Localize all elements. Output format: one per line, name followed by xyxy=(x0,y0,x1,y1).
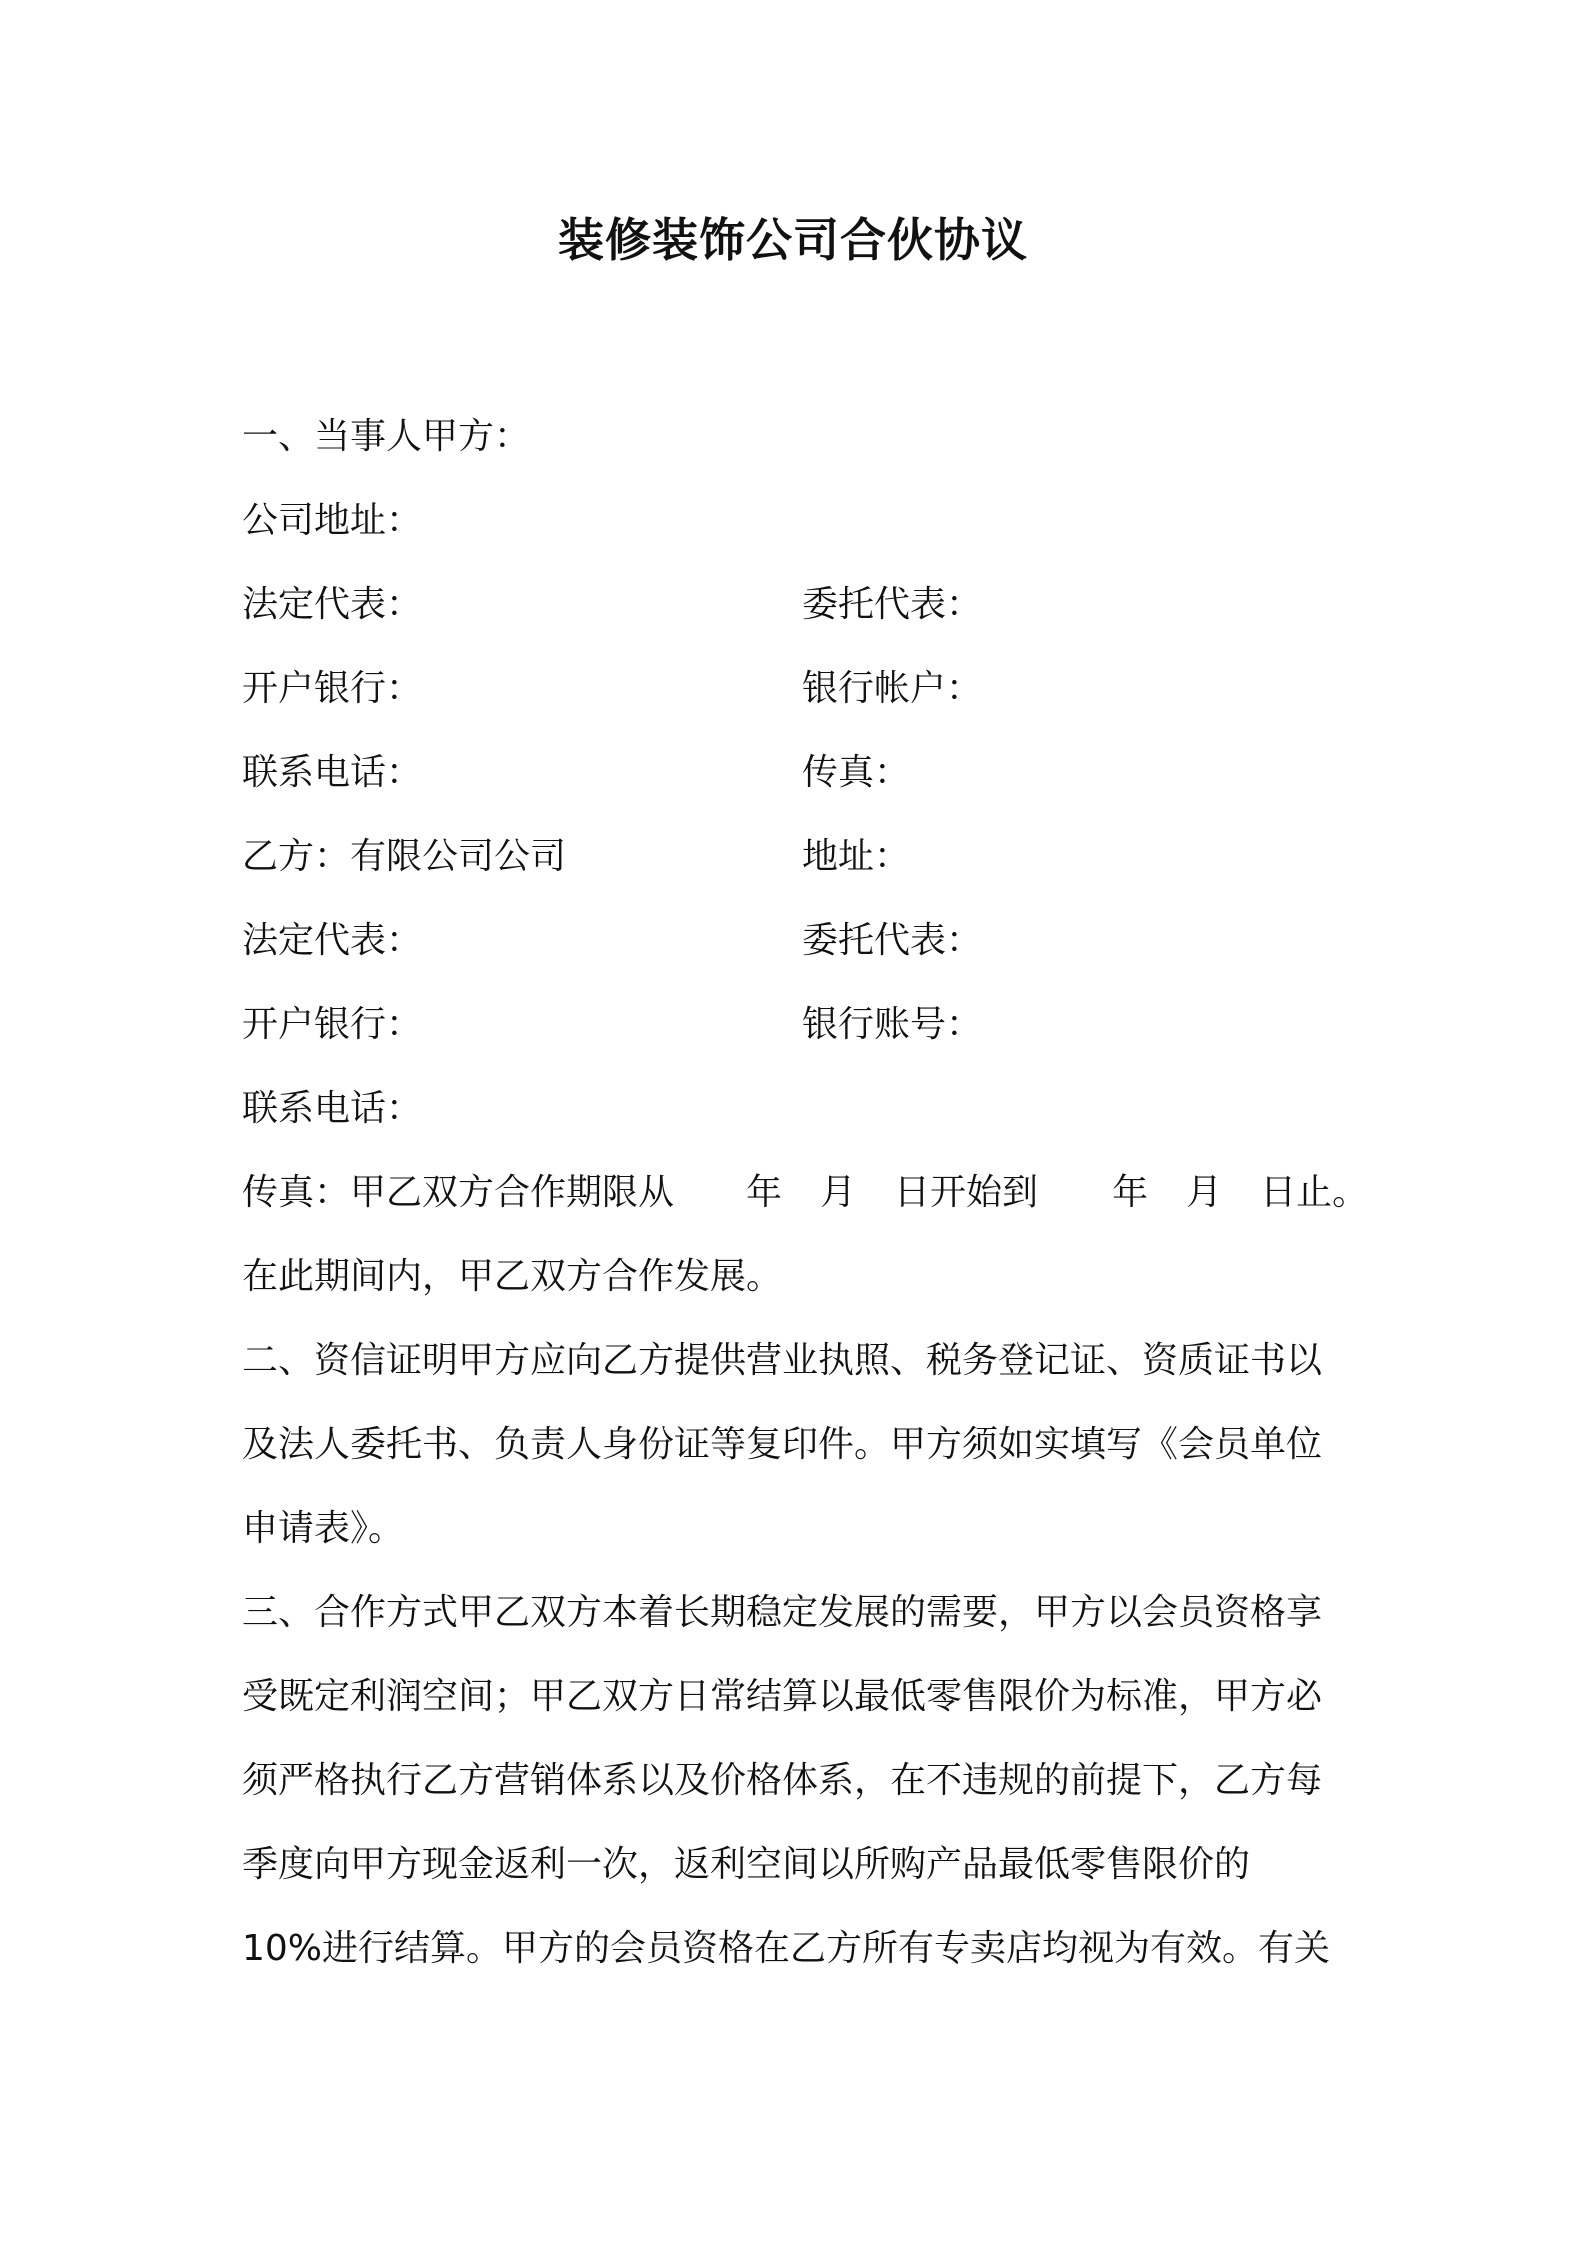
section-3-line: 10%进行结算。甲方的会员资格在乙方所有专卖店均视为有效。有关 xyxy=(242,1928,1331,1969)
party-a-agent-rep: 委托代表： xyxy=(802,584,983,625)
party-b-phone: 联系电话： xyxy=(242,1088,423,1129)
party-b-legal-rep: 法定代表： xyxy=(242,920,423,961)
section-2-line: 申请表》。 xyxy=(242,1508,405,1549)
party-b-bank-account: 银行账号： xyxy=(802,1004,983,1045)
party-a-address: 公司地址： xyxy=(242,500,423,541)
term-year-1: 年 xyxy=(746,1172,783,1213)
section-2-line: 及法人委托书、负责人身份证等复印件。甲方须如实填写《会员单位 xyxy=(242,1424,1323,1465)
term-line-2: 在此期间内，甲乙双方合作发展。 xyxy=(242,1256,783,1297)
party-a-legal-rep: 法定代表： xyxy=(242,584,423,625)
term-year-2: 年 xyxy=(1112,1172,1149,1213)
party-a-bank-account: 银行帐户： xyxy=(802,668,983,709)
party-a-bank: 开户银行： xyxy=(242,668,423,709)
party-a-heading: 一、当事人甲方： xyxy=(242,416,531,457)
section-3-line: 三、合作方式甲乙双方本着长期稳定发展的需要，甲方以会员资格享 xyxy=(242,1592,1323,1633)
term-prefix: 传真：甲乙双方合作期限从 xyxy=(242,1172,675,1213)
document-title: 装修装饰公司合伙协议 xyxy=(558,213,1028,267)
party-a-phone: 联系电话： xyxy=(242,752,423,793)
section-3-line: 须严格执行乙方营销体系以及价格体系，在不违规的前提下，乙方每 xyxy=(242,1760,1323,1801)
section-2-line: 二、资信证明甲方应向乙方提供营业执照、税务登记证、资质证书以 xyxy=(242,1340,1323,1381)
section-3-line: 受既定利润空间；甲乙双方日常结算以最低零售限价为标准，甲方必 xyxy=(242,1676,1323,1717)
party-b-name: 乙方：有限公司公司 xyxy=(242,836,567,877)
party-b-bank: 开户银行： xyxy=(242,1004,423,1045)
party-b-agent-rep: 委托代表： xyxy=(802,920,983,961)
party-b-address: 地址： xyxy=(802,836,911,877)
party-a-fax: 传真： xyxy=(802,752,911,793)
section-3-line: 季度向甲方现金返利一次，返利空间以所购产品最低零售限价的 xyxy=(242,1844,1251,1885)
term-day-1: 日开始到 xyxy=(894,1172,1039,1213)
term-month-2: 月 xyxy=(1186,1172,1223,1213)
term-line xyxy=(242,1168,1368,1218)
term-month-1: 月 xyxy=(820,1172,857,1213)
term-day-2: 日止。 xyxy=(1260,1172,1369,1213)
